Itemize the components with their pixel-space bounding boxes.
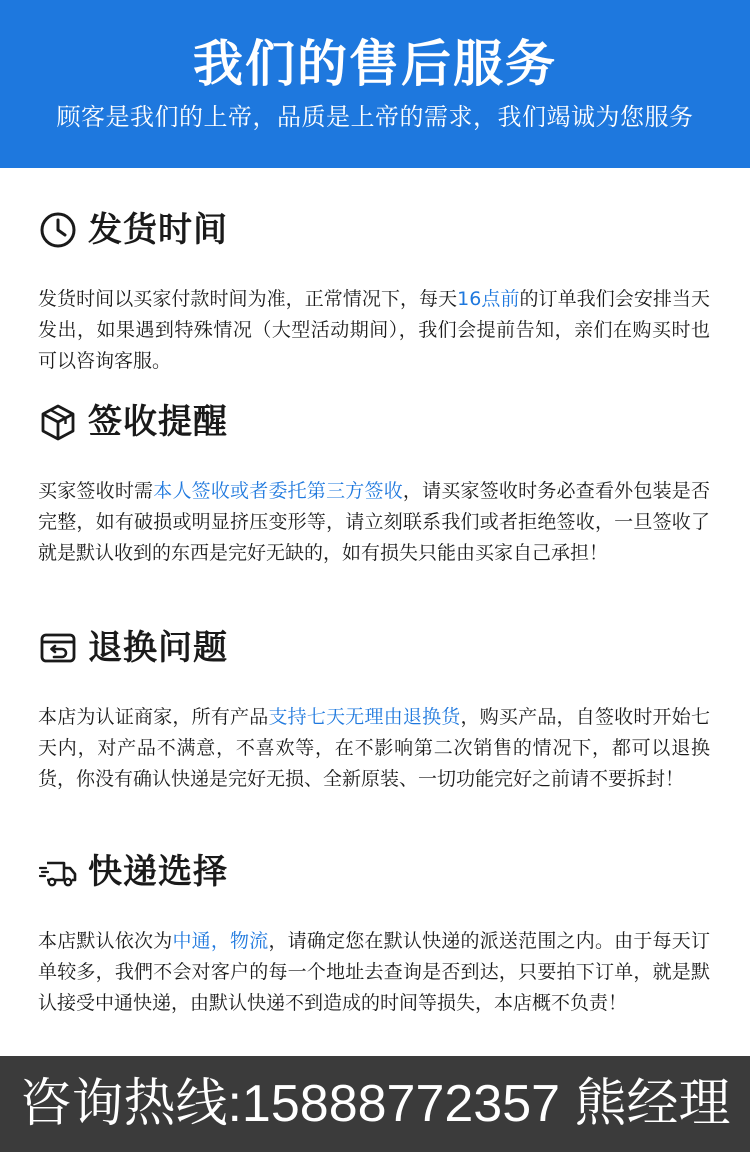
section-body xyxy=(38,926,710,1019)
body-text: 本店为认证商家，所有产品 xyxy=(38,706,269,728)
header-banner xyxy=(0,0,750,168)
section-title: 快递选择 xyxy=(88,852,228,892)
highlight-text: 16点前 xyxy=(457,288,520,310)
return-icon xyxy=(38,628,78,668)
body-text: 买家签收时需 xyxy=(38,480,154,502)
section-title: 发货时间 xyxy=(88,210,228,250)
body-text: ，购买产品，自签收时开始七 天内，对产品不满意，不喜欢等，在不影响第二次销售的情况下，都可以退换 货，你没有确认快递是完好无损、全新原装、一切功能完好之前请不要拆封！ xyxy=(38,706,710,790)
section-sign-reminder xyxy=(38,398,736,569)
section-header xyxy=(38,624,710,672)
body-text: 本店默认依次为 xyxy=(38,930,173,952)
page-subtitle: 顾客是我们的上帝，品质是上帝的需求，我们竭诚为您服务 xyxy=(56,103,694,131)
section-title: 签收提醒 xyxy=(88,402,228,442)
section-shipping-time xyxy=(38,206,710,377)
body-text: 的订单我们会安排当天发出，如果遇到特殊情况（大型活动期间），我们会提前告知，亲们在购买时也可以咨询客服。 xyxy=(38,288,710,372)
body-text: ，请买家签收时务必查看外包装是否 完整，如有破损或明显挤压变形等，请立刻联系我们或者拒绝签收，一旦签收了就是默认收到的东西是完好无缺的，如有损失只能由买家自己承担！ xyxy=(38,480,736,564)
section-courier xyxy=(38,848,710,1019)
section-body xyxy=(38,702,710,795)
section-title: 退换问题 xyxy=(88,628,228,668)
body-text: ，请确定您在默认快递的派送范围之内。由于每天订单较多，我們不会对客户的每一个地址去查询是否到达，只要拍下订单，就是默认接受中通快递，由默认快递不到造成的时间等损失，本店概不负责！ xyxy=(38,930,710,1014)
delivery-truck-icon xyxy=(38,852,78,892)
section-header xyxy=(38,848,710,896)
body-text: 发货时间以买家付款时间为准，正常情况下，每天 xyxy=(38,288,458,310)
highlight-text: 本人签收或者委托第三方签收 xyxy=(153,480,403,502)
hotline-text: 咨询热线:15888772357 熊经理 xyxy=(19,1075,731,1133)
clock-icon xyxy=(38,210,78,250)
highlight-text: 支持七天无理由退换货 xyxy=(268,706,461,728)
hotline-footer xyxy=(0,1056,750,1152)
page-title: 我们的售后服务 xyxy=(193,35,557,93)
highlight-text: 中通，物流 xyxy=(172,930,269,952)
section-body xyxy=(38,284,710,377)
section-header xyxy=(38,398,710,446)
package-box-icon xyxy=(38,402,78,442)
section-body xyxy=(38,476,736,569)
section-header xyxy=(38,206,710,254)
section-returns xyxy=(38,624,710,795)
